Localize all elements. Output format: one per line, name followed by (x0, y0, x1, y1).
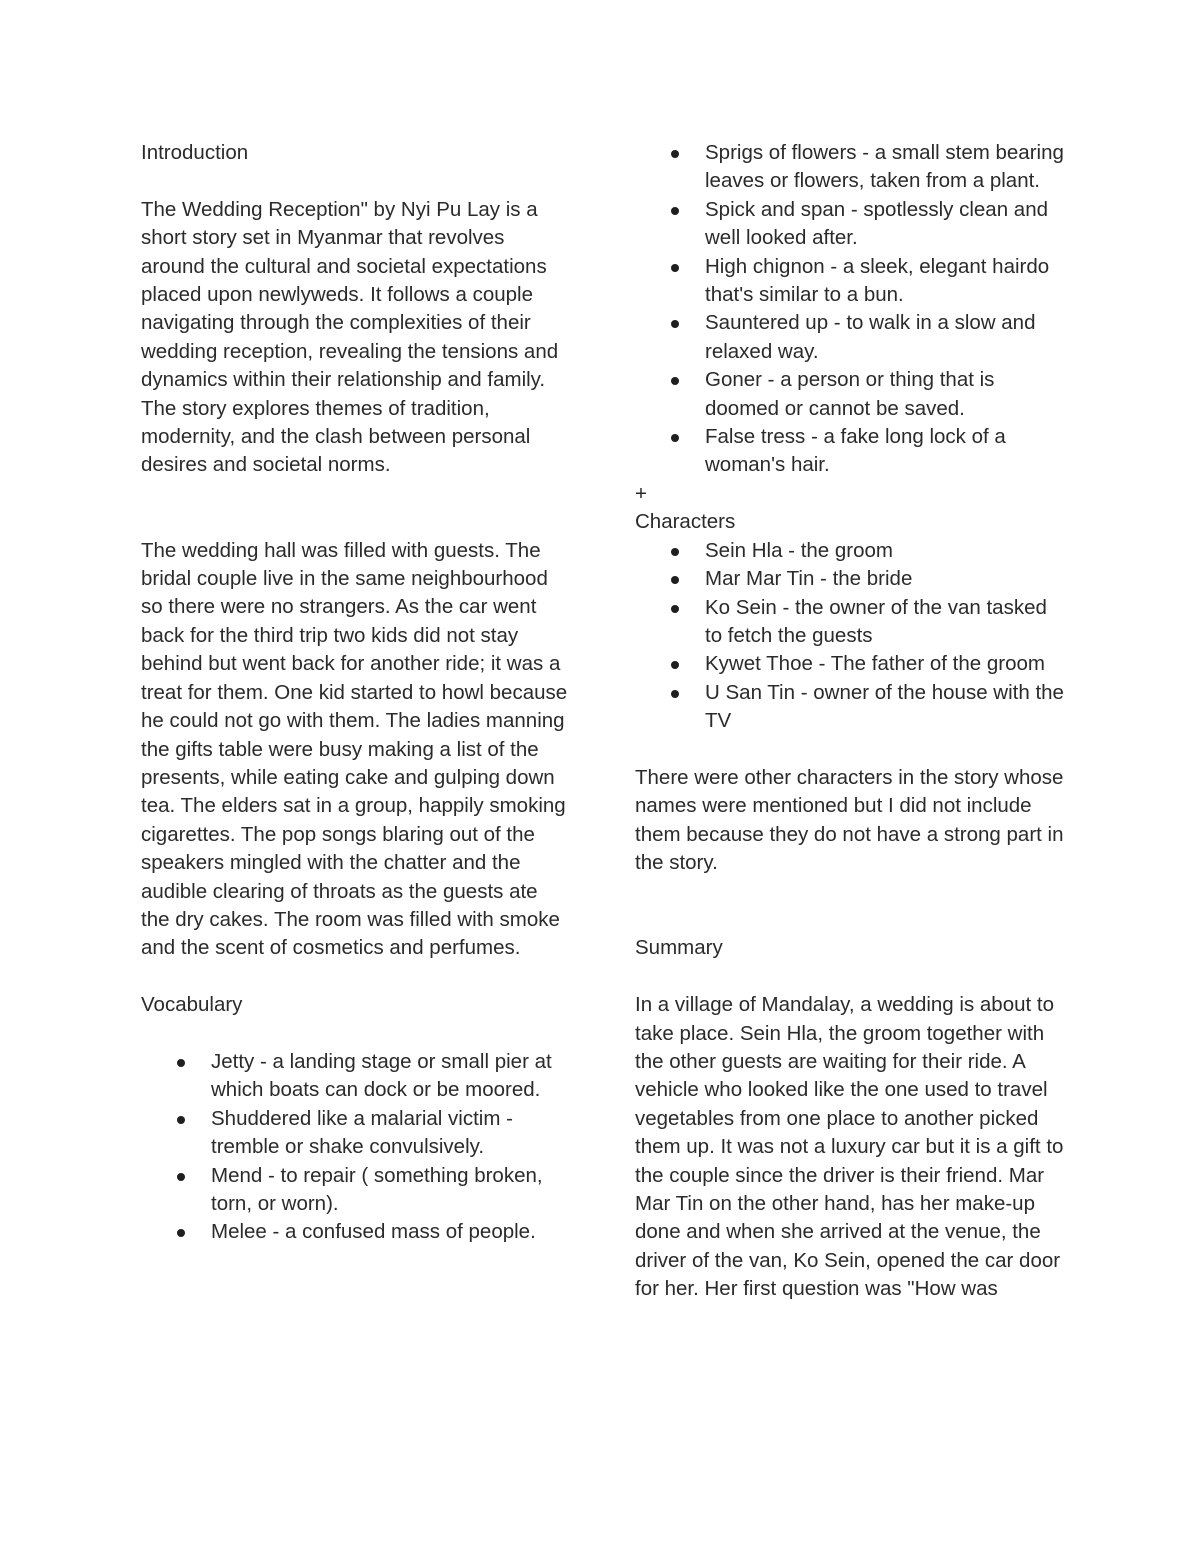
left-column (141, 139, 571, 1247)
vocabulary-item (211, 1105, 571, 1162)
character-item-text: Kywet Thoe - The father of the groom (705, 652, 1045, 676)
vocabulary-item-text: Sauntered up - to walk in a slow and relaxed way. (705, 311, 1036, 363)
summary-heading: Summary (635, 936, 723, 960)
scene-paragraph: The wedding hall was filled with guests. The bridal couple live in the same neighbourhood so there were no strangers. As the car went back for the third trip two kids did not stay behind but went back for another ride; it was a treat for them. One kid started to howl because he could not go with them. The ladies manning the gifts table were busy making a list of the presents, while eating cake and gulping down tea. The elders sat in a group, happily smoking cigarettes. The pop songs blaring out of the speakers mingled with the chatter and the audible clearing of throats as the guests ate the dry cakes. The room was filled with smoke and the scent of cosmetics and perfumes. (141, 538, 568, 960)
bullet-icon (671, 320, 679, 328)
spacer (141, 167, 571, 195)
character-item (705, 537, 1065, 565)
character-item (705, 679, 1065, 736)
vocabulary-item (705, 253, 1065, 310)
vocabulary-item (211, 1218, 571, 1246)
vocabulary-list-continued (635, 139, 1065, 480)
introduction-paragraph: The Wedding Reception" by Nyi Pu Lay is a short story set in Myanmar that revolves around the cultural and societal expectations placed upon newlyweds. It follows a couple navigating through the complexities of their wedding reception, revealing the tensions and dynamics within their relationship and family. The story explores themes of tradition, modernity, and the clash between personal desires and societal norms. (141, 197, 559, 477)
vocabulary-item-text: Spick and span - spotlessly clean and well looked after. (705, 197, 1049, 250)
vocabulary-item-text: Shuddered like a malarial victim - tremble or shake convulsively. (211, 1106, 513, 1159)
spacer (635, 963, 1065, 991)
spacer (635, 736, 1065, 764)
character-item-text: U San Tin - owner of the house with the TV (705, 680, 1064, 733)
vocabulary-item-text: Jetty - a landing stage or small pier at which boats can dock or be moored. (211, 1049, 552, 1102)
summary-paragraph: In a village of Mandalay, a wedding is about to take place. Sein Hla, the groom together with the other guests are waiting for their ride. A vehicle who looked like the one used to travel vegetables from one place to another picked them up. It was not a luxury car but it is a gift to the couple since the driver is their friend. Mar Mar Tin on the other hand, has her make-up done and when she arrived at the venue, the driver of the van, Ko Sein, opened the car door for her. Her first question was "How was (635, 993, 1064, 1301)
vocabulary-item (211, 1162, 571, 1219)
vocabulary-item-text: High chignon - a sleek, elegant hairdo that's similar to a bun. (705, 254, 1050, 307)
vocabulary-item (211, 1048, 571, 1105)
spacer (141, 480, 571, 537)
character-item (705, 565, 1065, 593)
bullet-icon (671, 264, 679, 272)
bullet-icon (671, 605, 679, 613)
bullet-icon (671, 576, 679, 584)
vocabulary-item (705, 423, 1065, 480)
bullet-icon (177, 1059, 185, 1067)
bullet-icon (671, 690, 679, 698)
vocabulary-item-text: False tress - a fake long lock of a woman's hair. (705, 425, 1006, 477)
spacer (141, 1020, 571, 1048)
right-column (635, 139, 1065, 1304)
vocabulary-item-text: Sprigs of flowers - a small stem bearing leaves or flowers, taken from a plant. (705, 141, 1064, 193)
characters-heading: Characters (635, 510, 736, 534)
vocabulary-item-text: Mend - to repair ( something broken, torn, or worn). (211, 1163, 543, 1215)
vocabulary-item (705, 366, 1065, 423)
vocabulary-item (705, 196, 1065, 253)
bullet-icon (177, 1116, 185, 1124)
character-item (705, 594, 1065, 651)
vocabulary-item-text: Melee - a confused mass of people. (211, 1220, 536, 1244)
vocabulary-heading: Vocabulary (141, 993, 243, 1017)
bullet-icon (671, 548, 679, 556)
introduction-heading: Introduction (141, 141, 249, 164)
character-item (705, 650, 1065, 678)
bullet-icon (671, 434, 679, 442)
spacer (635, 878, 1065, 935)
spacer (141, 963, 571, 991)
characters-list (635, 537, 1065, 736)
character-item-text: Sein Hla - the groom (705, 538, 894, 562)
bullet-icon (177, 1173, 185, 1181)
vocabulary-item (705, 309, 1065, 366)
character-item-text: Mar Mar Tin - the bride (705, 567, 913, 591)
characters-note: There were other characters in the story whose names were mentioned but I did not include them because they do not have a strong part in the story. (635, 765, 1064, 875)
bullet-icon (671, 377, 679, 385)
vocabulary-item-text: Goner - a person or thing that is doomed or cannot be saved. (705, 368, 995, 420)
vocabulary-list (141, 1048, 571, 1247)
bullet-icon (177, 1229, 185, 1237)
plus-mark: + (635, 481, 647, 505)
character-item-text: Ko Sein - the owner of the van tasked to fetch the guests (705, 595, 1047, 647)
bullet-icon (671, 207, 679, 215)
bullet-icon (671, 150, 679, 158)
vocabulary-item (705, 139, 1065, 196)
bullet-icon (671, 661, 679, 669)
